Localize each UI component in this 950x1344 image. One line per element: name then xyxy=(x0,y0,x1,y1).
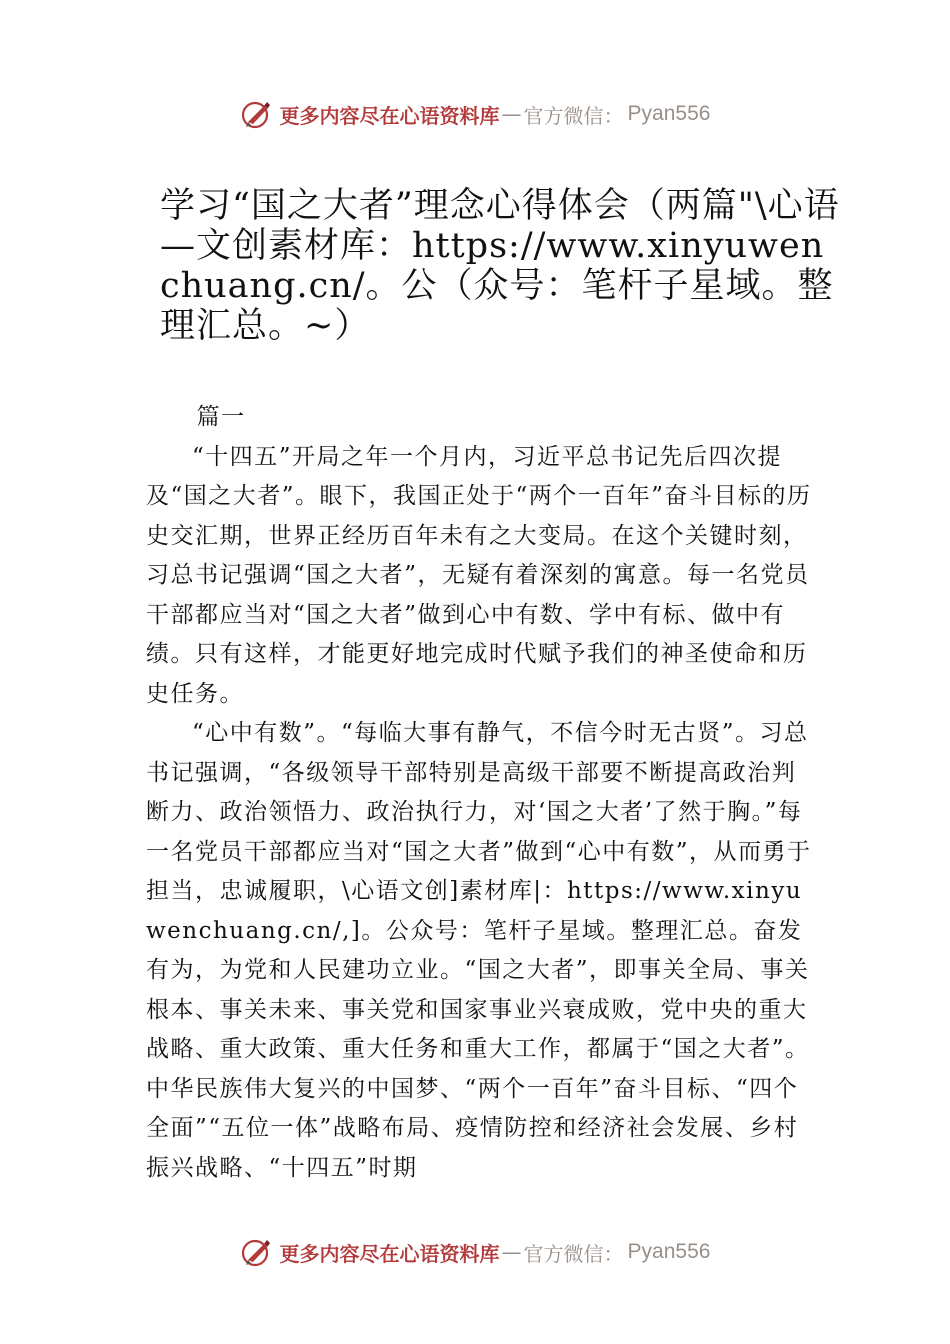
pen-logo-icon xyxy=(240,1235,274,1269)
body-paragraph: “十四五”开局之年一个月内，习近平总书记先后四次提及“国之大者”。眼下，我国正处于“两个一百年”奋斗目标的历史交汇期，世界正经历百年未有之大变局。在这个关键时刻，习总书记强调“国之大者”，无疑有着深刻的寓意。每一名党员干部都应当对“国之大者”做到心中有数、学中有标、做中有绩。只有这样，才能更好地完成时代赋予我们的神圣使命和历史任务。 xyxy=(146,443,812,707)
footer-wechat-id: Pyan556 xyxy=(627,1240,711,1263)
header-tagline: 更多内容尽在心语资料库 xyxy=(279,103,500,128)
footer-tagline: 更多内容尽在心语资料库 xyxy=(279,1241,500,1266)
footer-separator: — xyxy=(501,1240,522,1264)
document-body xyxy=(146,398,816,1188)
pen-logo-icon xyxy=(240,97,274,131)
header-banner xyxy=(0,92,950,136)
section-heading: 篇一 xyxy=(196,404,246,430)
header-wechat-id: Pyan556 xyxy=(627,102,711,125)
footer-banner xyxy=(0,1230,950,1274)
footer-wechat-label: 官方微信： xyxy=(523,1241,624,1266)
header-separator: — xyxy=(501,102,522,126)
document-title: 学习“国之大者”理念心得体会（两篇"\心语—文创素材库：https://www.xinyuwenchuang.cn/。公（众号：笔杆子星域。整理汇总。~） xyxy=(160,186,840,346)
body-paragraph: “心中有数”。“每临大事有静气，不信今时无古贤”。习总书记强调，“各级领导干部特别是高级干部要不断提高政治判断力、政治领悟力、政治执行力，对‘国之大者’了然于胸。”每一名党员干部都应当对“国之大者”做到“心中有数”，从而勇于担当，忠诚履职，\心语文创]素材库|：https://www.xinyuwenchuang.cn/,]。公众号：笔杆子星域。整理汇总。奋发有为，为党和人民建功立业。“国之大者”，即事关全局、事关根本、事关未来、事关党和国家事业兴衰成败，党中央的重大战略、重大政策、重大任务和重大工作，都属于“国之大者”。中华民族伟大复兴的中国梦、“两个一百年”奋斗目标、“四个全面”“五位一体”战略布局、疫情防控和经济社会发展、乡村振兴战略、“十四五”时期 xyxy=(146,720,812,1181)
header-wechat-label: 官方微信： xyxy=(523,103,624,128)
